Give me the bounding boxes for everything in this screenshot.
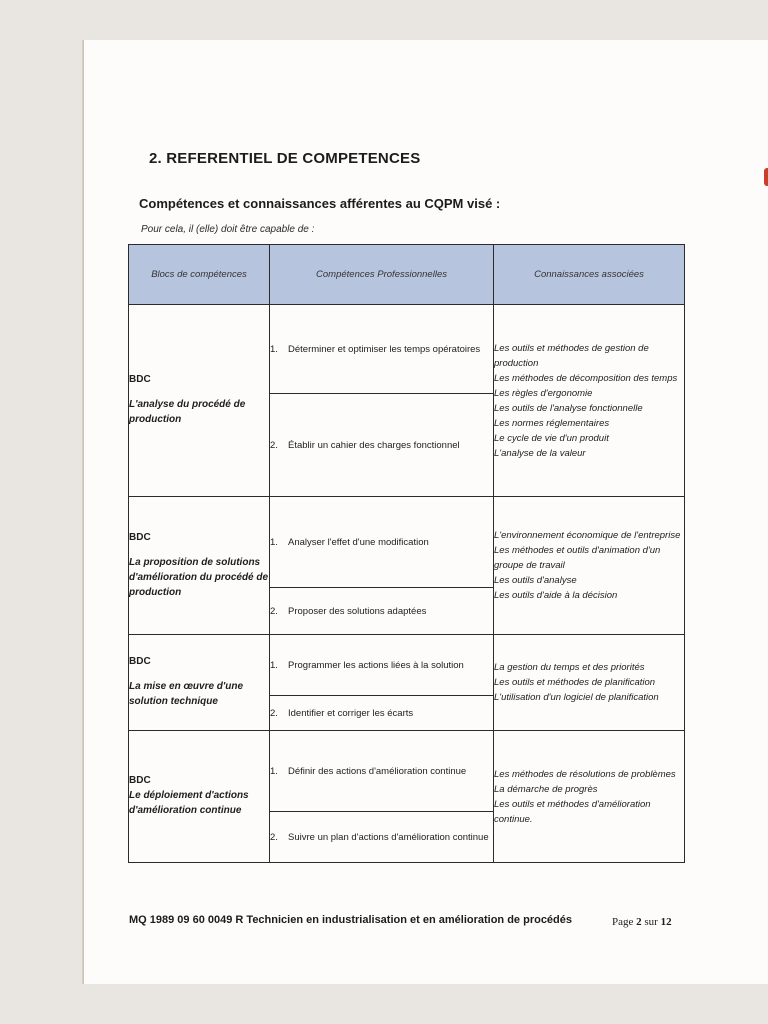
- knowledge-item: L'environnement économique de l'entreprise: [494, 530, 681, 541]
- competence-cell: [270, 696, 494, 731]
- table-header-row: [129, 245, 685, 305]
- competence-text: Analyser l'effet d'une modification: [288, 536, 429, 548]
- competence-number: 1.: [270, 659, 278, 671]
- competence-number: 2.: [270, 439, 278, 451]
- knowledge-cell: [494, 497, 685, 635]
- table-row: [129, 635, 685, 696]
- bloc-cell: [129, 731, 270, 863]
- competence-text: Déterminer et optimiser les temps opératoires: [288, 343, 481, 355]
- competence-cell: [270, 394, 494, 497]
- competence-text: Établir un cahier des charges fonctionnel: [288, 439, 460, 451]
- competence-cell: [270, 497, 494, 588]
- page-prefix: Page: [612, 916, 634, 928]
- bloc-title: La proposition de solutions d'amélioration du procédé de production: [129, 556, 269, 598]
- knowledge-cell: [494, 305, 685, 497]
- knowledge-cell: [494, 731, 685, 863]
- competence-number: 2.: [270, 831, 278, 843]
- competence-text: Suivre un plan d'actions d'amélioration continue: [288, 831, 489, 843]
- knowledge-item: Les outils et méthodes de planification: [494, 677, 656, 688]
- knowledge-item: Les outils d'aide à la décision: [494, 590, 618, 601]
- knowledge-item: Les méthodes de résolutions de problèmes: [494, 768, 676, 780]
- knowledge-item: Les outils et méthodes d'amélioration continue.: [494, 798, 651, 825]
- bloc-title: L'analyse du procédé de production: [129, 399, 246, 425]
- header-blocs: Blocs de compétences: [129, 245, 270, 305]
- bloc-cell: [129, 635, 270, 731]
- header-competences: Compétences Professionnelles: [270, 245, 494, 305]
- page-number: [612, 916, 672, 928]
- table-row: [129, 305, 685, 394]
- bloc-cell: [129, 305, 270, 497]
- bloc-code: BDC: [129, 775, 151, 786]
- competence-number: 2.: [270, 605, 278, 617]
- knowledge-item: La démarche de progrès: [494, 783, 598, 795]
- subtitle: Compétences et connaissances afférentes au CQPM visé :: [139, 196, 501, 211]
- competence-number: 1.: [270, 343, 278, 355]
- competence-number: 2.: [270, 707, 278, 719]
- header-connaissances: Connaissances associées: [494, 245, 685, 305]
- knowledge-item: Les outils et méthodes de gestion de production: [494, 342, 649, 369]
- competence-text: Définir des actions d'amélioration continue: [288, 765, 467, 777]
- table-row: [129, 731, 685, 812]
- knowledge-item: L'utilisation d'un logiciel de planification: [494, 692, 659, 703]
- competence-cell: [270, 588, 494, 635]
- knowledge-item: Les règles d'ergonomie: [494, 387, 593, 399]
- page-total: 12: [660, 916, 672, 928]
- knowledge-item: Les méthodes et outils d'animation d'un groupe de travail: [494, 545, 661, 571]
- knowledge-item: L'analyse de la valeur: [494, 447, 586, 459]
- bloc-code: BDC: [129, 374, 151, 385]
- knowledge-cell: [494, 635, 685, 731]
- table-row: [129, 497, 685, 588]
- competence-cell: [270, 305, 494, 394]
- bloc-title: La mise en œuvre d'une solution technique: [129, 681, 244, 707]
- knowledge-item: La gestion du temps et des priorités: [494, 662, 645, 673]
- intro-text: Pour cela, il (elle) doit être capable de :: [141, 224, 315, 235]
- bloc-title: Le déploiement d'actions d'amélioration continue: [129, 790, 249, 816]
- competence-number: 1.: [270, 765, 278, 777]
- footer-reference: MQ 1989 09 60 0049 R Technicien en industrialisation et en amélioration de procédés: [129, 914, 573, 926]
- page-current: 2: [636, 916, 642, 928]
- competence-cell: [270, 635, 494, 696]
- competence-text: Proposer des solutions adaptées: [288, 605, 427, 617]
- competence-cell: [270, 731, 494, 812]
- competences-table: [128, 244, 685, 863]
- knowledge-item: Les méthodes de décomposition des temps: [494, 372, 678, 384]
- competence-number: 1.: [270, 536, 278, 548]
- knowledge-item: Les normes réglementaires: [494, 417, 610, 429]
- competence-text: Programmer les actions liées à la solution: [288, 659, 464, 671]
- competence-text: Identifier et corriger les écarts: [288, 707, 414, 719]
- binder-tab-mark: [764, 168, 768, 186]
- bloc-code: BDC: [129, 656, 151, 667]
- bloc-code: BDC: [129, 531, 151, 543]
- bloc-cell: [129, 497, 270, 635]
- page-sep: sur: [644, 916, 658, 928]
- knowledge-item: Les outils d'analyse: [494, 575, 577, 586]
- knowledge-item: Le cycle de vie d'un produit: [494, 432, 609, 444]
- knowledge-item: Les outils de l'analyse fonctionnelle: [494, 402, 643, 414]
- section-title: 2. REFERENTIEL DE COMPETENCES: [149, 150, 421, 167]
- competence-cell: [270, 812, 494, 863]
